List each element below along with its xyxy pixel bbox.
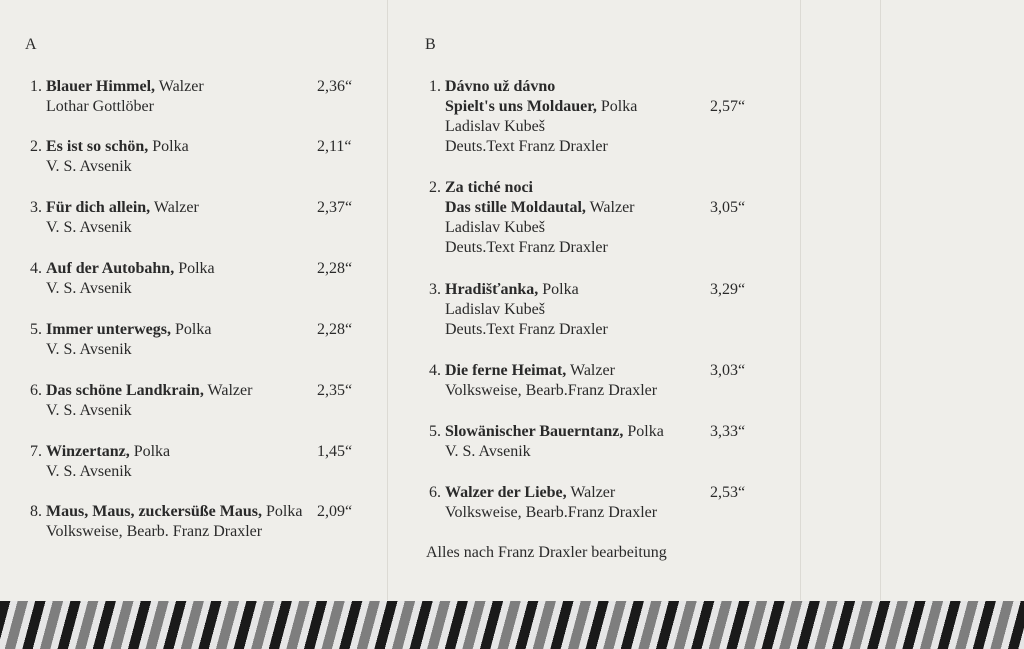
track-item: [24, 77, 353, 117]
track-credit: Volksweise, Bearb.Franz Draxler: [445, 504, 658, 521]
track-title: Walzer der Liebe,: [445, 484, 567, 501]
track-number: 3.: [30, 199, 42, 216]
track-credit: Volksweise, Bearb.Franz Draxler: [445, 382, 658, 399]
track-credit: V. S. Avsenik: [46, 341, 132, 358]
track-title-line: [24, 198, 199, 218]
track-title-line: [423, 280, 608, 300]
track-style: Walzer: [570, 362, 615, 379]
track-style: Walzer: [207, 382, 253, 399]
track-style: Polka: [178, 260, 215, 277]
track-credit: Deuts.Text Franz Draxler: [445, 138, 608, 155]
track-title: Für dich allein,: [46, 199, 151, 216]
fold-line-2: [800, 0, 801, 600]
track-title-line: [423, 97, 637, 117]
track-style: Polka: [600, 98, 638, 115]
track-number: 3.: [429, 281, 441, 298]
track-title: Immer unterwegs,: [46, 321, 172, 338]
track-item: [24, 442, 353, 482]
track-number: 6.: [30, 382, 42, 399]
track-title: Winzertanz,: [46, 443, 130, 460]
track-style: Walzer: [153, 199, 199, 216]
track-duration: 1,45“: [317, 443, 353, 460]
track-credit: V. S. Avsenik: [445, 443, 531, 460]
track-item: [24, 198, 353, 238]
track-style: Walzer: [570, 484, 616, 501]
track-style: Polka: [175, 321, 212, 338]
track-title: Slowänischer Bauerntanz,: [445, 423, 624, 440]
track-duration: 2,09“: [317, 503, 353, 520]
track-credit: V. S. Avsenik: [46, 158, 132, 175]
track-item: [24, 381, 353, 421]
track-credit: Ladislav Kubeš: [445, 219, 545, 236]
track-duration: 2,28“: [317, 321, 353, 338]
track-title-line: [24, 320, 211, 340]
track-number: 4.: [429, 362, 441, 379]
track-number: 7.: [30, 443, 42, 460]
track-duration: 3,29“: [710, 281, 746, 298]
track-title-line: [423, 483, 657, 503]
track-title: Hradišťanka,: [445, 281, 539, 298]
track-title: Blauer Himmel,: [46, 78, 156, 95]
fold-line-1: [387, 0, 388, 600]
track-number: 1.: [30, 78, 42, 95]
track-credit: V. S. Avsenik: [46, 280, 132, 297]
track-item: [423, 178, 746, 258]
track-credit: Ladislav Kubeš: [445, 118, 545, 135]
track-title: Maus, Maus, zuckersüße Maus,: [46, 503, 263, 520]
track-number: 5.: [30, 321, 42, 338]
track-title: Spielt's uns Moldauer,: [445, 98, 597, 115]
track-style: Walzer: [589, 199, 635, 216]
track-duration: 2,35“: [317, 382, 353, 399]
track-item: [423, 483, 746, 523]
arrangement-note: Alles nach Franz Draxler bearbeitung: [426, 544, 667, 561]
track-style: Walzer: [158, 78, 204, 95]
track-duration: 2,53“: [710, 484, 746, 501]
track-style: Polka: [133, 443, 171, 460]
track-credit: Ladislav Kubeš: [445, 301, 545, 318]
track-credit: V. S. Avsenik: [46, 402, 132, 419]
track-credit: Deuts.Text Franz Draxler: [445, 239, 608, 256]
track-title-line: [423, 422, 664, 442]
track-style: Polka: [266, 503, 303, 520]
track-item: [423, 280, 746, 340]
track-number: 2.: [429, 179, 441, 196]
track-credit: V. S. Avsenik: [46, 463, 132, 480]
track-number: 5.: [429, 423, 441, 440]
track-title-line: [24, 137, 189, 157]
track-style: Polka: [627, 423, 664, 440]
track-item: [423, 422, 746, 462]
track-item: [24, 320, 353, 360]
track-credit: Deuts.Text Franz Draxler: [445, 321, 608, 338]
track-original-title: Za tiché noci: [445, 179, 533, 196]
track-title-line: [24, 77, 204, 97]
track-number: 4.: [30, 260, 42, 277]
track-title-line: [24, 381, 252, 401]
track-style: Polka: [542, 281, 579, 298]
track-number: 6.: [429, 484, 441, 501]
track-title-line: [24, 259, 215, 279]
track-item: [423, 361, 746, 401]
track-title: Die ferne Heimat,: [445, 362, 567, 379]
side-a-label: A: [25, 36, 37, 53]
track-title: Es ist so schön,: [46, 138, 149, 155]
track-number: 1.: [429, 78, 441, 95]
track-item: [24, 259, 353, 299]
track-duration: 2,37“: [317, 199, 353, 216]
track-item: [24, 137, 352, 177]
track-credit: V. S. Avsenik: [46, 219, 132, 236]
track-duration: 2,36“: [317, 78, 353, 95]
track-style: Polka: [152, 138, 189, 155]
track-item: [423, 77, 746, 157]
track-original-title-line: [423, 77, 637, 97]
track-duration: 3,05“: [710, 199, 746, 216]
track-title: Auf der Autobahn,: [46, 260, 175, 277]
track-number: 2.: [30, 138, 42, 155]
track-duration: 2,28“: [317, 260, 353, 277]
fold-line-3: [880, 0, 881, 600]
track-title: Das schöne Landkrain,: [46, 382, 204, 399]
track-item: [24, 502, 353, 542]
track-duration: 3,33“: [710, 423, 746, 440]
track-credit: Lothar Gottlöber: [46, 98, 154, 115]
diagonal-stripe-band: [0, 601, 1024, 649]
track-title-line: [24, 502, 302, 522]
track-duration: 2,57“: [710, 98, 746, 115]
track-duration: 3,03“: [710, 362, 746, 379]
track-original-title: Dávno už dávno: [445, 78, 556, 95]
track-title: Das stille Moldautal,: [445, 199, 586, 216]
track-title-line: [423, 361, 657, 381]
track-credit: Volksweise, Bearb. Franz Draxler: [46, 523, 263, 540]
track-number: 8.: [30, 503, 42, 520]
track-original-title-line: [423, 178, 635, 198]
side-b-label: B: [425, 36, 436, 53]
track-title-line: [24, 442, 170, 462]
track-title-line: [423, 198, 635, 218]
track-duration: 2,11“: [317, 138, 352, 155]
